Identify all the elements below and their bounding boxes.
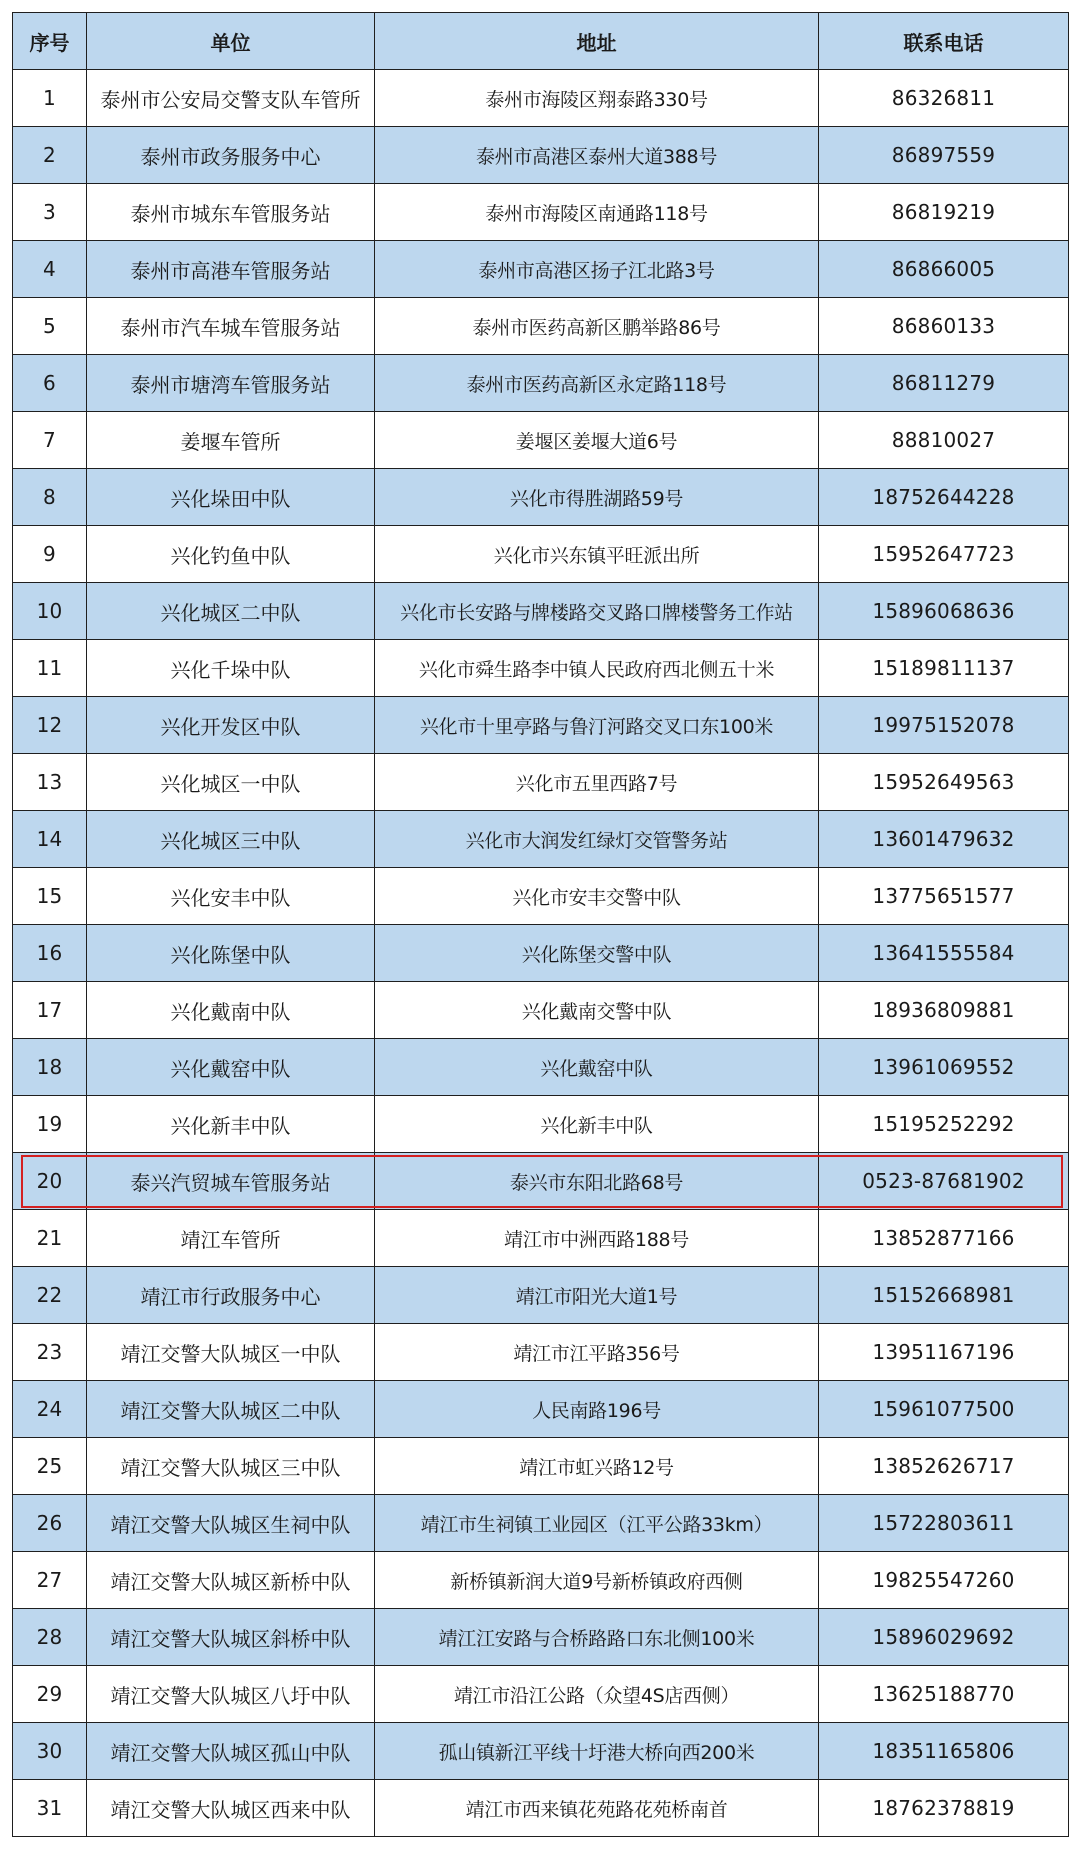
- cell-address: 兴化陈堡交警中队: [375, 925, 819, 982]
- cell-address: 泰兴市东阳北路68号: [375, 1153, 819, 1210]
- header-phone: 联系电话: [819, 13, 1069, 70]
- cell-unit: 泰州市汽车城车管服务站: [87, 298, 375, 355]
- table-row: [13, 697, 1069, 754]
- cell-address: 靖江市中洲西路188号: [375, 1210, 819, 1267]
- table-row: [13, 640, 1069, 697]
- cell-unit: 兴化垛田中队: [87, 469, 375, 526]
- table-row: [13, 1495, 1069, 1552]
- cell-address: 泰州市高港区泰州大道388号: [375, 127, 819, 184]
- cell-address: 兴化市兴东镇平旺派出所: [375, 526, 819, 583]
- table-body: [13, 70, 1069, 1837]
- table-row: [13, 1096, 1069, 1153]
- cell-no: 20: [13, 1153, 87, 1210]
- cell-address: 兴化市十里亭路与鲁汀河路交叉口东100米: [375, 697, 819, 754]
- cell-no: 16: [13, 925, 87, 982]
- cell-phone: 86866005: [819, 241, 1069, 298]
- cell-no: 30: [13, 1723, 87, 1780]
- cell-unit: 兴化钓鱼中队: [87, 526, 375, 583]
- cell-no: 13: [13, 754, 87, 811]
- table-row: [13, 1723, 1069, 1780]
- table-row: [13, 127, 1069, 184]
- cell-no: 2: [13, 127, 87, 184]
- table-row: [13, 811, 1069, 868]
- cell-phone: 86897559: [819, 127, 1069, 184]
- cell-no: 9: [13, 526, 87, 583]
- contacts-table-wrapper: [12, 12, 1068, 1837]
- header-unit: 单位: [87, 13, 375, 70]
- cell-address: 兴化市舜生路李中镇人民政府西北侧五十米: [375, 640, 819, 697]
- cell-address: 兴化戴南交警中队: [375, 982, 819, 1039]
- contacts-table: [12, 12, 1069, 1837]
- cell-address: 兴化市得胜湖路59号: [375, 469, 819, 526]
- table-row: [13, 184, 1069, 241]
- cell-phone: 15896068636: [819, 583, 1069, 640]
- cell-address: 兴化市五里西路7号: [375, 754, 819, 811]
- cell-unit: 泰州市政务服务中心: [87, 127, 375, 184]
- table-row: [13, 1324, 1069, 1381]
- cell-address: 孤山镇新江平线十圩港大桥向西200米: [375, 1723, 819, 1780]
- cell-phone: 86819219: [819, 184, 1069, 241]
- cell-no: 26: [13, 1495, 87, 1552]
- cell-unit: 泰兴汽贸城车管服务站: [87, 1153, 375, 1210]
- cell-no: 8: [13, 469, 87, 526]
- cell-phone: 86811279: [819, 355, 1069, 412]
- cell-phone: 15152668981: [819, 1267, 1069, 1324]
- cell-phone: 15961077500: [819, 1381, 1069, 1438]
- cell-address: 兴化市安丰交警中队: [375, 868, 819, 925]
- cell-address: 靖江市沿江公路（众望4S店西侧）: [375, 1666, 819, 1723]
- cell-address: 靖江市阳光大道1号: [375, 1267, 819, 1324]
- cell-phone: 13852626717: [819, 1438, 1069, 1495]
- cell-no: 15: [13, 868, 87, 925]
- cell-unit: 泰州市公安局交警支队车管所: [87, 70, 375, 127]
- cell-unit: 兴化安丰中队: [87, 868, 375, 925]
- cell-unit: 靖江交警大队城区西来中队: [87, 1780, 375, 1837]
- table-row: [13, 355, 1069, 412]
- table-row: [13, 1780, 1069, 1837]
- cell-unit: 兴化城区三中队: [87, 811, 375, 868]
- cell-phone: 18351165806: [819, 1723, 1069, 1780]
- cell-unit: 兴化戴窑中队: [87, 1039, 375, 1096]
- cell-address: 靖江市虹兴路12号: [375, 1438, 819, 1495]
- cell-unit: 兴化开发区中队: [87, 697, 375, 754]
- cell-address: 泰州市医药高新区鹏举路86号: [375, 298, 819, 355]
- cell-unit: 靖江交警大队城区孤山中队: [87, 1723, 375, 1780]
- table-row: [13, 412, 1069, 469]
- cell-no: 27: [13, 1552, 87, 1609]
- cell-unit: 兴化城区二中队: [87, 583, 375, 640]
- cell-phone: 15195252292: [819, 1096, 1069, 1153]
- cell-no: 5: [13, 298, 87, 355]
- cell-unit: 靖江交警大队城区二中队: [87, 1381, 375, 1438]
- table-row: [13, 1609, 1069, 1666]
- table-row: [13, 925, 1069, 982]
- cell-phone: 13601479632: [819, 811, 1069, 868]
- cell-no: 19: [13, 1096, 87, 1153]
- cell-unit: 姜堰车管所: [87, 412, 375, 469]
- cell-phone: 15722803611: [819, 1495, 1069, 1552]
- cell-address: 靖江市江平路356号: [375, 1324, 819, 1381]
- table-row: [13, 868, 1069, 925]
- cell-no: 28: [13, 1609, 87, 1666]
- cell-address: 兴化市大润发红绿灯交管警务站: [375, 811, 819, 868]
- cell-no: 1: [13, 70, 87, 127]
- cell-unit: 靖江交警大队城区生祠中队: [87, 1495, 375, 1552]
- table-row: [13, 526, 1069, 583]
- cell-phone: 15896029692: [819, 1609, 1069, 1666]
- cell-unit: 兴化陈堡中队: [87, 925, 375, 982]
- table-row: [13, 754, 1069, 811]
- cell-phone: 15952649563: [819, 754, 1069, 811]
- table-row: [13, 70, 1069, 127]
- cell-phone: 0523-87681902: [819, 1153, 1069, 1210]
- cell-unit: 兴化新丰中队: [87, 1096, 375, 1153]
- cell-address: 靖江江安路与合桥路路口东北侧100米: [375, 1609, 819, 1666]
- cell-no: 4: [13, 241, 87, 298]
- table-row: [13, 241, 1069, 298]
- cell-unit: 兴化戴南中队: [87, 982, 375, 1039]
- cell-unit: 靖江车管所: [87, 1210, 375, 1267]
- cell-unit: 靖江交警大队城区新桥中队: [87, 1552, 375, 1609]
- cell-phone: 18752644228: [819, 469, 1069, 526]
- cell-unit: 靖江交警大队城区八圩中队: [87, 1666, 375, 1723]
- cell-unit: 靖江交警大队城区三中队: [87, 1438, 375, 1495]
- cell-unit: 兴化千垛中队: [87, 640, 375, 697]
- cell-phone: 88810027: [819, 412, 1069, 469]
- cell-no: 11: [13, 640, 87, 697]
- cell-unit: 靖江市行政服务中心: [87, 1267, 375, 1324]
- cell-phone: 15189811137: [819, 640, 1069, 697]
- cell-no: 29: [13, 1666, 87, 1723]
- cell-phone: 86860133: [819, 298, 1069, 355]
- cell-no: 14: [13, 811, 87, 868]
- cell-phone: 19825547260: [819, 1552, 1069, 1609]
- cell-address: 人民南路196号: [375, 1381, 819, 1438]
- cell-address: 泰州市医药高新区永定路118号: [375, 355, 819, 412]
- cell-no: 12: [13, 697, 87, 754]
- cell-address: 新桥镇新润大道9号新桥镇政府西侧: [375, 1552, 819, 1609]
- table-row: [13, 469, 1069, 526]
- table-row: [13, 1666, 1069, 1723]
- cell-address: 兴化新丰中队: [375, 1096, 819, 1153]
- cell-no: 31: [13, 1780, 87, 1837]
- cell-no: 3: [13, 184, 87, 241]
- cell-unit: 靖江交警大队城区一中队: [87, 1324, 375, 1381]
- cell-unit: 泰州市塘湾车管服务站: [87, 355, 375, 412]
- cell-unit: 靖江交警大队城区斜桥中队: [87, 1609, 375, 1666]
- cell-no: 25: [13, 1438, 87, 1495]
- table-header: [13, 13, 1069, 70]
- table-row: [13, 1039, 1069, 1096]
- cell-no: 24: [13, 1381, 87, 1438]
- cell-phone: 19975152078: [819, 697, 1069, 754]
- cell-no: 22: [13, 1267, 87, 1324]
- table-row: [13, 1153, 1069, 1210]
- cell-phone: 86326811: [819, 70, 1069, 127]
- table-row: [13, 1210, 1069, 1267]
- cell-address: 泰州市高港区扬子江北路3号: [375, 241, 819, 298]
- cell-address: 靖江市生祠镇工业园区（江平公路33km）: [375, 1495, 819, 1552]
- header-row: [13, 13, 1069, 70]
- cell-phone: 13961069552: [819, 1039, 1069, 1096]
- cell-no: 18: [13, 1039, 87, 1096]
- cell-phone: 18936809881: [819, 982, 1069, 1039]
- table-row: [13, 298, 1069, 355]
- cell-phone: 15952647723: [819, 526, 1069, 583]
- cell-address: 姜堰区姜堰大道6号: [375, 412, 819, 469]
- cell-phone: 13951167196: [819, 1324, 1069, 1381]
- cell-no: 17: [13, 982, 87, 1039]
- cell-phone: 13775651577: [819, 868, 1069, 925]
- cell-address: 泰州市海陵区南通路118号: [375, 184, 819, 241]
- table-row: [13, 1552, 1069, 1609]
- cell-address: 兴化市长安路与牌楼路交叉路口牌楼警务工作站: [375, 583, 819, 640]
- header-no: 序号: [13, 13, 87, 70]
- cell-phone: 13852877166: [819, 1210, 1069, 1267]
- cell-address: 泰州市海陵区翔泰路330号: [375, 70, 819, 127]
- cell-unit: 兴化城区一中队: [87, 754, 375, 811]
- cell-no: 7: [13, 412, 87, 469]
- cell-address: 兴化戴窑中队: [375, 1039, 819, 1096]
- cell-no: 10: [13, 583, 87, 640]
- table-row: [13, 583, 1069, 640]
- table-row: [13, 1267, 1069, 1324]
- cell-phone: 13641555584: [819, 925, 1069, 982]
- header-address: 地址: [375, 13, 819, 70]
- cell-no: 23: [13, 1324, 87, 1381]
- cell-unit: 泰州市城东车管服务站: [87, 184, 375, 241]
- cell-phone: 18762378819: [819, 1780, 1069, 1837]
- table-row: [13, 1438, 1069, 1495]
- cell-no: 6: [13, 355, 87, 412]
- cell-phone: 13625188770: [819, 1666, 1069, 1723]
- table-row: [13, 982, 1069, 1039]
- cell-no: 21: [13, 1210, 87, 1267]
- cell-unit: 泰州市高港车管服务站: [87, 241, 375, 298]
- table-row: [13, 1381, 1069, 1438]
- cell-address: 靖江市西来镇花苑路花苑桥南首: [375, 1780, 819, 1837]
